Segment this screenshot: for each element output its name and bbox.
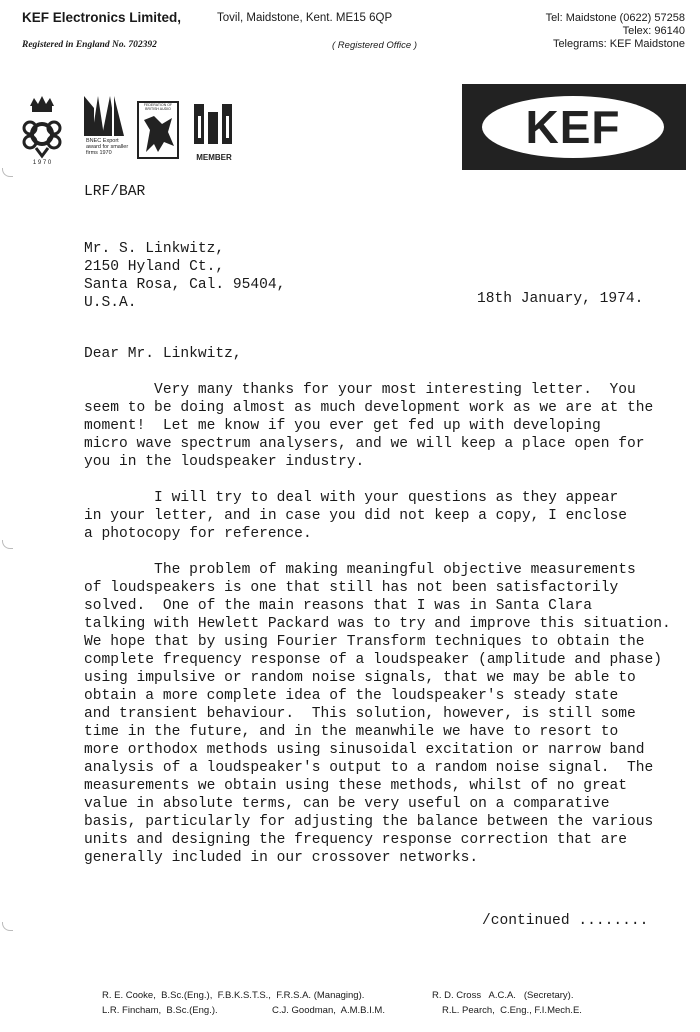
- kef-logo-oval: [482, 96, 664, 158]
- svg-text:MEMBER: MEMBER: [196, 153, 232, 162]
- award-badges: [22, 96, 242, 168]
- kef-logo-text: KEF: [525, 101, 621, 153]
- director-goodman: C.J. Goodman, A.M.B.I.M.: [272, 1005, 385, 1016]
- federation-lion-icon: FEDERATION OF BRITISH AUDIO: [138, 102, 178, 158]
- director-cooke: R. E. Cooke, B.Sc.(Eng.), F.B.K.S.T.S., F.R.S.A. (Managing).: [102, 990, 365, 1001]
- award-badges-graphic: [22, 96, 242, 168]
- margin-mark: [2, 922, 13, 931]
- paragraph-2: I will try to deal with your questions as they appear in your letter, and in case you did not keep a copy, I enclose a photocopy for reference.: [84, 490, 627, 542]
- registration-number: Registered in England No. 702392: [22, 40, 157, 50]
- kef-logo: [462, 84, 686, 170]
- queens-award-icon: [24, 96, 60, 166]
- paragraph-1: Very many thanks for your most interesting letter. You seem to be doing almost as much development work as we are at the moment! Let me know if you ever get fed up with developing micro wave spectrum analysers, and we will keep a place open for you in the loudspeaker industry.: [84, 382, 654, 470]
- continued-note: /continued ........: [482, 913, 649, 929]
- recipient-address: Mr. S. Linkwitz, 2150 Hyland Ct., Santa Rosa, Cal. 95404, U.S.A.: [84, 241, 286, 311]
- margin-mark: [2, 540, 13, 549]
- paragraph-3: The problem of making meaningful objective measurements of loudspeakers is one that still has not been satisfactorily solved. One of the main reasons that I was in Santa Clara talking with Hewlett Packard was to try and improve this situation. We hope that by using Fourier Transform techniques to obtain the complete frequency response of a loudspeaker (amplitude and phase) using impulsive or random noise signals, that we may be able to obtain a more complete idea of the loudspeaker's steady state and transient behaviour. This solution, however, is still some time in the future, and in the meanwhile we have to resort to more orthodox methods using sinusoidal excitation or narrow band analysis of a loudspeaker's output to a random noise signal. The measurements we obtain using these methods, whilst of no great value in absolute terms, can be very useful on a comparative basis, particularly for adjusting the balance between the various units and designing the frequency response correction that are generally included in our crossover networks.: [84, 562, 671, 866]
- reference-code: LRF/BAR: [84, 184, 146, 200]
- telephone: Tel: Maidstone (0622) 57258: [545, 12, 685, 24]
- registered-office-label: ( Registered Office ): [332, 40, 417, 51]
- member-badge-icon: [194, 104, 232, 162]
- letter-date: 18th January, 1974.: [477, 291, 644, 307]
- director-pearch: R.L. Pearch, C.Eng., F.I.Mech.E.: [442, 1005, 582, 1016]
- salutation: Dear Mr. Linkwitz,: [84, 346, 242, 362]
- contact-block: [546, 12, 685, 51]
- company-name: KEF Electronics Limited,: [22, 10, 182, 25]
- svg-text:1 9 7 0: 1 9 7 0: [32, 160, 52, 166]
- company-address: Tovil, Maidstone, Kent. ME15 6QP: [217, 12, 393, 24]
- telex: Telex: 96140: [622, 25, 685, 37]
- telegrams: Telegrams: KEF Maidstone: [552, 38, 685, 50]
- margin-mark: [2, 168, 13, 177]
- director-fincham: L.R. Fincham, B.Sc.(Eng.).: [102, 1005, 218, 1016]
- bnec-award-icon: BNEC Export award for smaller firms 1970: [84, 96, 130, 166]
- director-cross: R. D. Cross A.C.A. (Secretary).: [432, 990, 574, 1001]
